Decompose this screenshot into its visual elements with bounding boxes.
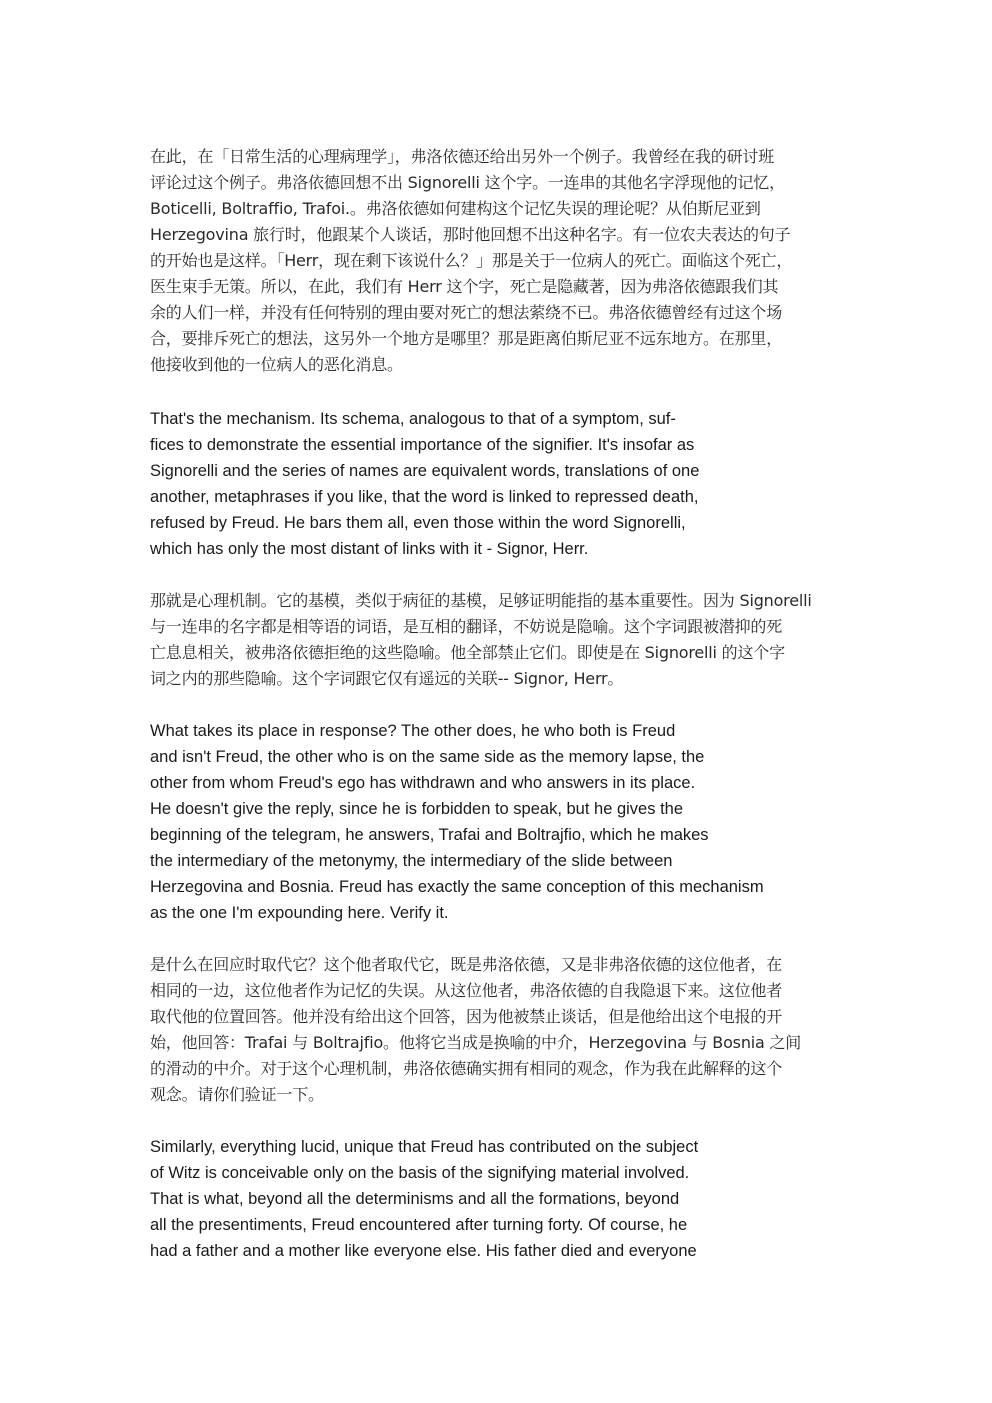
text-line: He doesn't give the reply, since he is forbidden to speak, but he gives the: [150, 800, 684, 818]
text-line: 那就是心理机制。它的基模，类似于病征的基模，足够证明能指的基本重要性。因为 Signorelli: [150, 591, 812, 610]
text-line: 是什么在回应时取代它？这个他者取代它，既是弗洛依德，又是非弗洛依德的这位他者，在: [150, 955, 783, 974]
text-line: had a father and a mother like everyone else. His father died and everyone: [150, 1242, 697, 1260]
paragraph-zh-2: [150, 588, 812, 692]
text-line: Herzegovina 旅行时，他跟某个人谈话，那时他回想不出这种名字。有一位农夫表达的句子: [150, 225, 791, 244]
text-line: 相同的一边，这位他者作为记忆的失误。从这位他者，弗洛依德的自我隐退下来。这位他者: [150, 981, 783, 1000]
paragraph-en-3: [150, 1134, 698, 1264]
text-line: Herzegovina and Bosnia. Freud has exactly the same conception of this mechanism: [150, 878, 764, 896]
text-line: of Witz is conceivable only on the basis of the signifying material involved.: [150, 1164, 690, 1182]
text-line: 与一连串的名字都是相等语的词语，是互相的翻译，不妨说是隐喻。这个字词跟被潜抑的死: [150, 617, 783, 636]
text-line: 亡息息相关，被弗洛依德拒绝的这些隐喻。他全部禁止它们。即使是在 Signorelli 的这个字: [150, 643, 785, 662]
text-line: 始，他回答：Trafai 与 Boltrajfio。他将它当成是换喻的中介，Herzegovina 与 Bosnia 之间: [150, 1033, 802, 1052]
text-line: 的滑动的中介。对于这个心理机制，弗洛依德确实拥有相同的观念，作为我在此解释的这个: [150, 1059, 783, 1078]
text-line: the intermediary of the metonymy, the intermediary of the slide between: [150, 852, 673, 870]
text-line: 观念。请你们验证一下。: [150, 1085, 324, 1104]
text-line: refused by Freud. He bars them all, even those within the word Signorelli,: [150, 514, 686, 532]
text-line: fices to demonstrate the essential importance of the signifier. It's insofar as: [150, 436, 695, 454]
text-line: 的开始也是这样。「Herr，现在剩下该说什么？」那是关于一位病人的死亡。面临这个死亡，: [150, 251, 793, 270]
text-line: Boticelli, Boltraffio, Trafoi.。弗洛依德如何建构这个记忆失误的理论呢？从伯斯尼亚到: [150, 199, 761, 218]
paragraph-zh-3: [150, 952, 801, 1108]
text-line: 词之内的那些隐喻。这个字词跟它仅有遥远的关联-- Signor, Herr。: [150, 669, 624, 688]
text-line: Similarly, everything lucid, unique that Freud has contributed on the subject: [150, 1138, 699, 1156]
text-line: What takes its place in response? The other does, he who both is Freud: [150, 722, 676, 740]
paragraph-en-2: [150, 718, 764, 926]
text-line: 医生束手无策。所以，在此，我们有 Herr 这个字，死亡是隐藏著，因为弗洛依德跟我们其: [150, 277, 779, 296]
text-line: as the one I'm expounding here. Verify it.: [150, 904, 449, 922]
text-line: That's the mechanism. Its schema, analogous to that of a symptom, suf-: [150, 410, 676, 428]
text-line: another, metaphrases if you like, that the word is linked to repressed death,: [150, 488, 699, 506]
text-line: and isn't Freud, the other who is on the same side as the memory lapse, the: [150, 748, 705, 766]
text-line: other from whom Freud's ego has withdrawn and who answers in its place.: [150, 774, 696, 792]
text-line: 合，要排斥死亡的想法，这另外一个地方是哪里？那是距离伯斯尼亚不远东地方。在那里，: [150, 329, 783, 348]
text-line: 取代他的位置回答。他并没有给出这个回答，因为他被禁止谈话，但是他给出这个电报的开: [150, 1007, 783, 1026]
paragraph-en-1: [150, 406, 699, 562]
text-line: 评论过这个例子。弗洛依德回想不出 Signorelli 这个字。一连串的其他名字浮现他的记忆，: [150, 173, 785, 192]
text-line: 余的人们一样，并没有任何特别的理由要对死亡的想法萦绕不已。弗洛依德曾经有过这个场: [150, 303, 783, 322]
text-line: which has only the most distant of links with it - Signor, Herr.: [150, 540, 589, 558]
text-line: That is what, beyond all the determinisms and all the formations, beyond: [150, 1190, 680, 1208]
paragraph-zh-1: [150, 144, 792, 378]
text-line: beginning of the telegram, he answers, Trafai and Boltrajfio, which he makes: [150, 826, 709, 844]
text-line: 在此，在「日常生活的心理病理学」，弗洛依德还给出另外一个例子。我曾经在我的研讨班: [150, 147, 775, 166]
text-line: Signorelli and the series of names are equivalent words, translations of one: [150, 462, 700, 480]
text-line: all the presentiments, Freud encountered after turning forty. Of course, he: [150, 1216, 688, 1234]
text-line: 他接收到他的一位病人的恶化消息。: [150, 355, 403, 374]
